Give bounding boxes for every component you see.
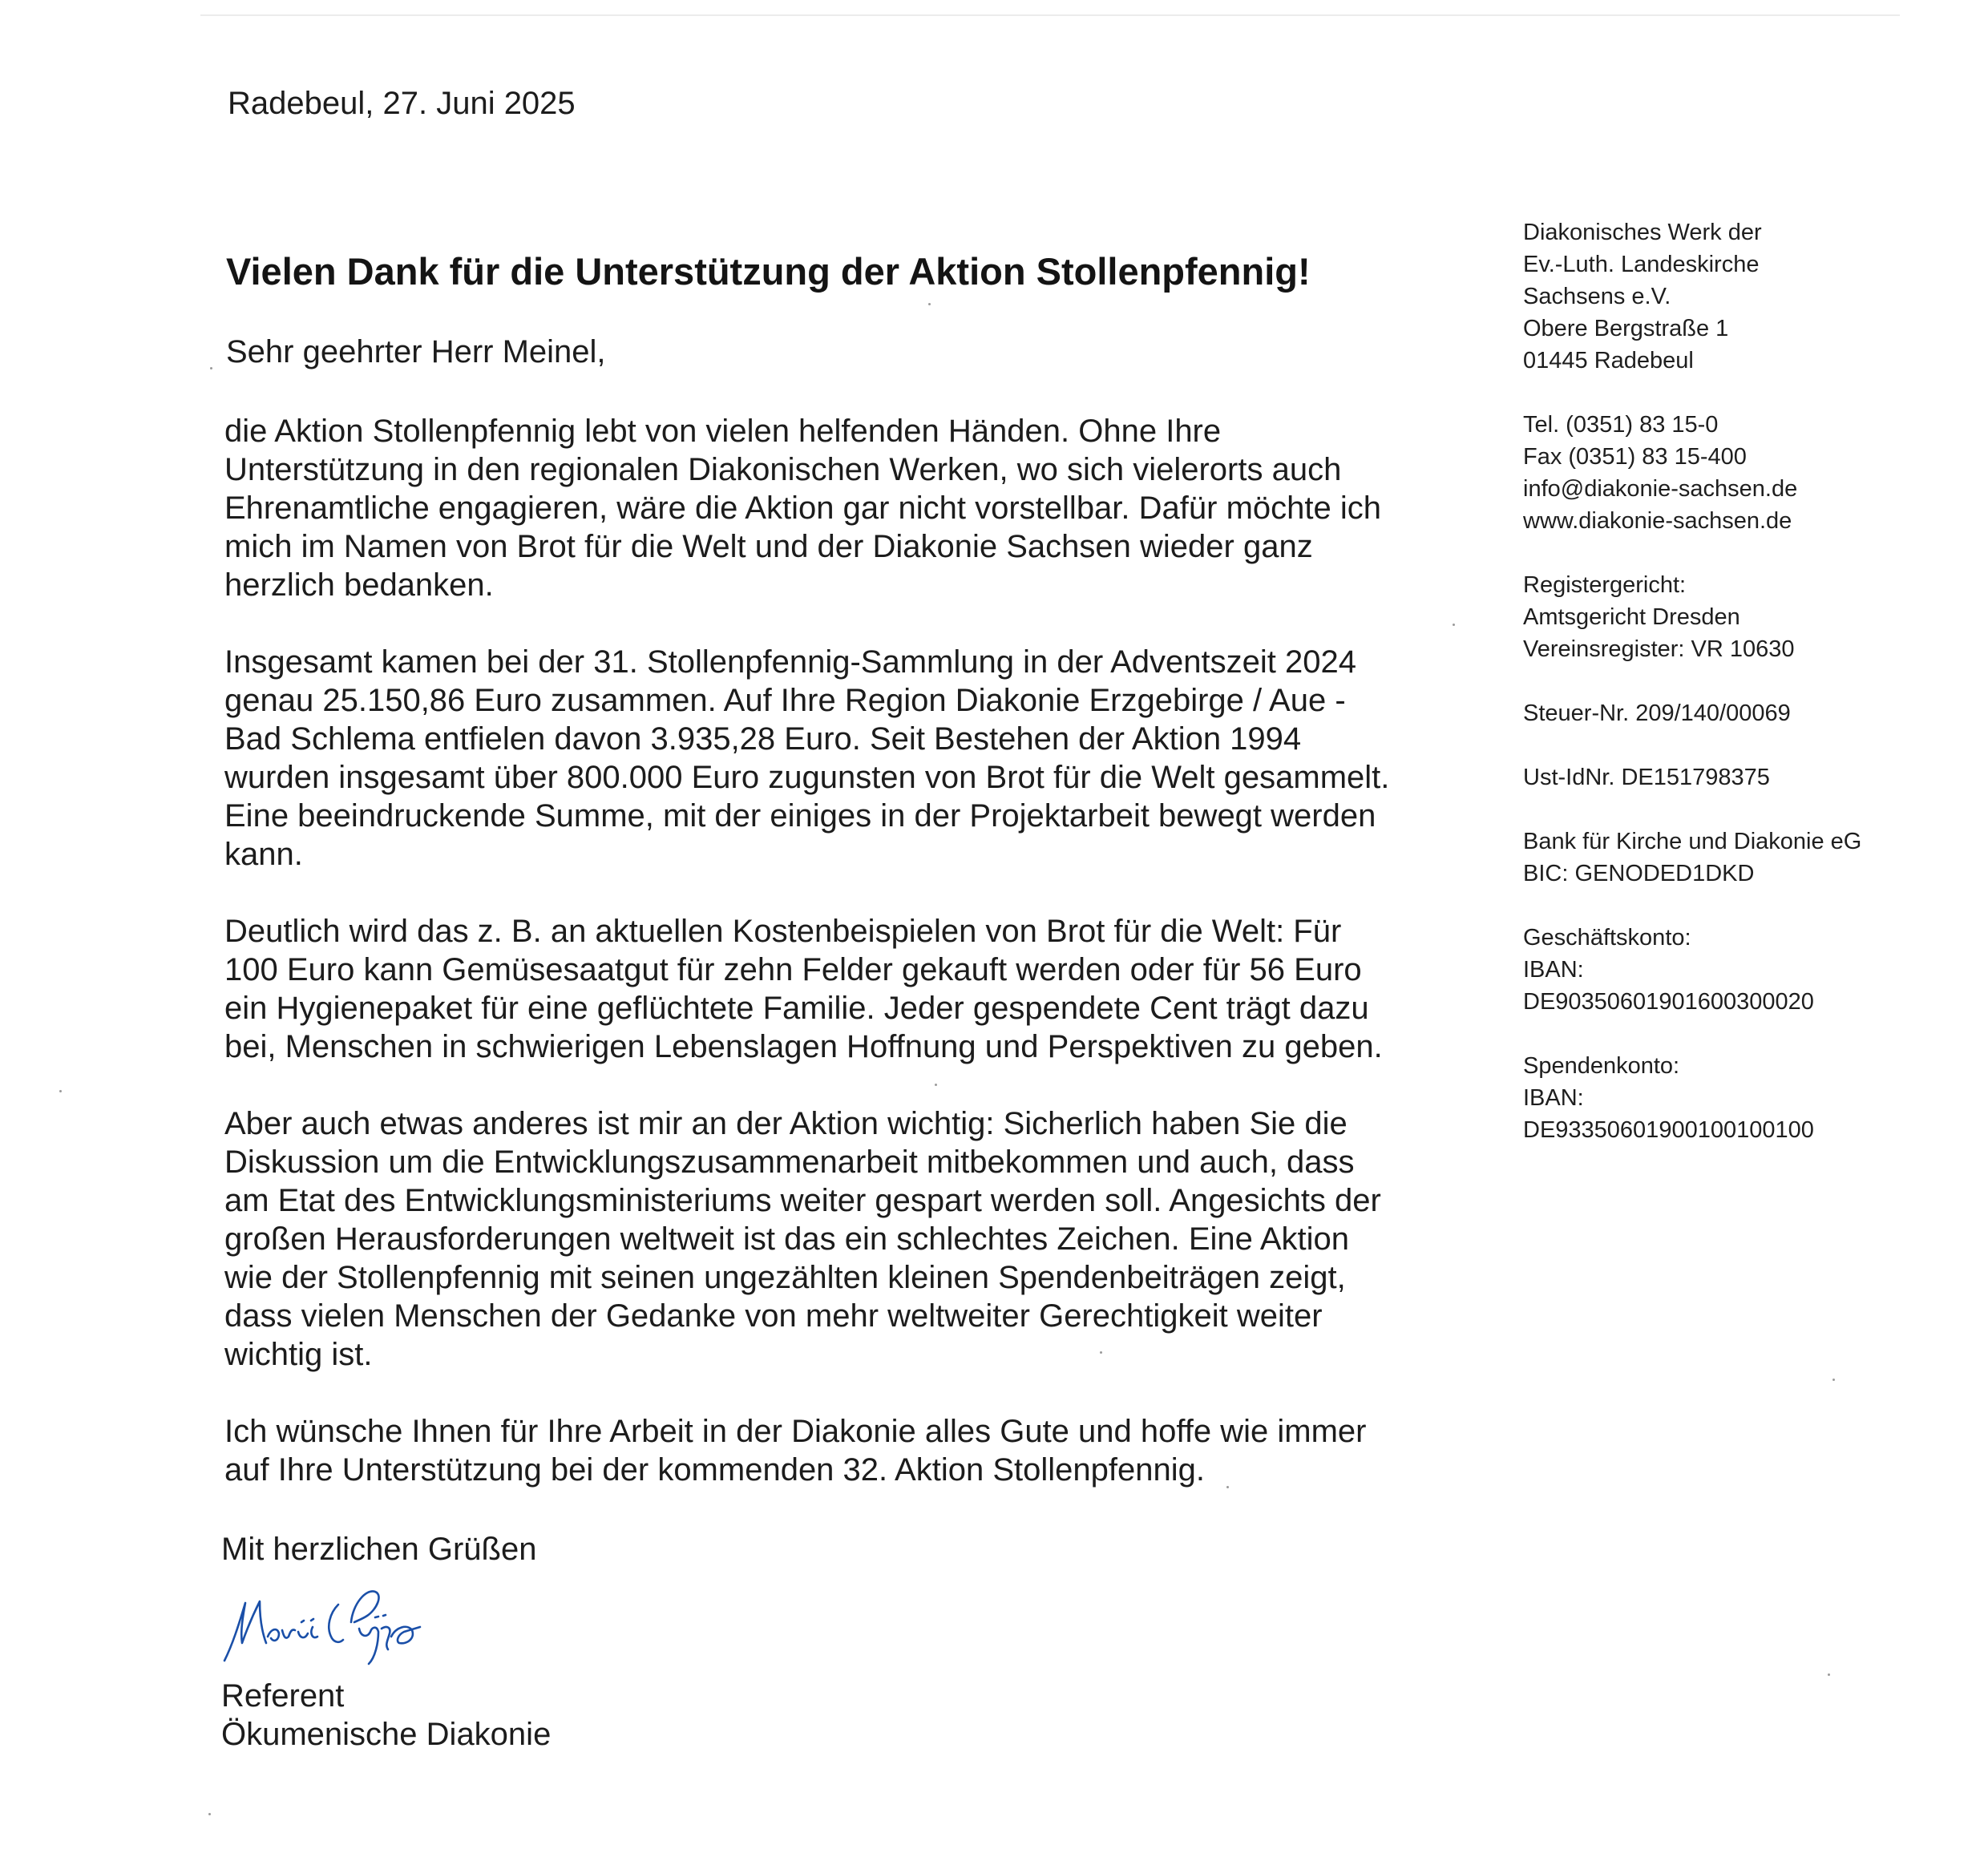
sidebar-block bbox=[1523, 1050, 1940, 1146]
sidebar-line: Geschäftskonto: bbox=[1523, 925, 1691, 951]
body-line: Bad Schlema entfielen davon 3.935,28 Euro. Seit Bestehen der Aktion 1994 bbox=[224, 721, 1302, 757]
scan-speck bbox=[1226, 1486, 1229, 1488]
sidebar-line: Diakonisches Werk der bbox=[1523, 220, 1762, 245]
sidebar-line: 01445 Radebeul bbox=[1523, 348, 1694, 373]
body-line: Insgesamt kamen bei der 31. Stollenpfennig-Sammlung in der Adventszeit 2024 bbox=[224, 644, 1356, 680]
sidebar-block bbox=[1523, 697, 1940, 729]
body-line: mich im Namen von Brot für die Welt und der Diakonie Sachsen wieder ganz bbox=[224, 529, 1313, 564]
body-line: herzlich bedanken. bbox=[224, 567, 494, 603]
sender-title: Referent bbox=[221, 1678, 345, 1714]
body-paragraph bbox=[224, 643, 1475, 874]
body-line: dass vielen Menschen der Gedanke von mehr weltweiter Gerechtigkeit weiter bbox=[224, 1298, 1323, 1334]
body-line: Eine beeindruckende Summe, mit der einiges in der Projektarbeit bewegt werden bbox=[224, 798, 1376, 834]
salutation: Sehr geehrter Herr Meinel, bbox=[226, 334, 606, 369]
handwritten-signature bbox=[218, 1581, 434, 1669]
sidebar-block bbox=[1523, 409, 1940, 537]
sidebar-line: DE93350601900100100100 bbox=[1523, 1117, 1814, 1143]
letter-body bbox=[224, 412, 1475, 1528]
body-line: die Aktion Stollenpfennig lebt von vielen helfenden Händen. Ohne Ihre bbox=[224, 414, 1222, 449]
sidebar-block bbox=[1523, 761, 1940, 793]
body-line: Ich wünsche Ihnen für Ihre Arbeit in der Diakonie alles Gute und hoffe wie immer bbox=[224, 1414, 1367, 1449]
body-line: 100 Euro kann Gemüsesaatgut für zehn Felder gekauft werden oder für 56 Euro bbox=[224, 952, 1362, 987]
sidebar-line: Spendenkonto: bbox=[1523, 1053, 1680, 1079]
sender-role bbox=[221, 1677, 551, 1754]
body-paragraph bbox=[224, 412, 1475, 604]
sidebar-line: Sachsens e.V. bbox=[1523, 284, 1671, 309]
sidebar-line: IBAN: bbox=[1523, 1085, 1584, 1111]
body-line: auf Ihre Unterstützung bei der kommenden 32. Aktion Stollenpfennig. bbox=[224, 1452, 1205, 1488]
date-line: Radebeul, 27. Juni 2025 bbox=[228, 86, 576, 121]
scan-speck bbox=[210, 367, 212, 369]
body-line: wurden insgesamt über 800.000 Euro zugunsten von Brot für die Welt gesammelt. bbox=[224, 760, 1390, 795]
body-line: am Etat des Entwicklungsministeriums weiter gespart werden soll. Angesichts der bbox=[224, 1183, 1381, 1218]
letter-title: Vielen Dank für die Unterstützung der Aktion Stollenpfennig! bbox=[226, 250, 1311, 293]
sidebar-line: Ust-IdNr. DE151798375 bbox=[1523, 765, 1770, 790]
sender-info-sidebar bbox=[1523, 216, 1940, 1178]
body-line: Aber auch etwas anderes ist mir an der Aktion wichtig: Sicherlich haben Sie die bbox=[224, 1106, 1348, 1141]
scan-speck bbox=[928, 303, 931, 305]
sidebar-line: DE90350601901600300020 bbox=[1523, 989, 1814, 1015]
sidebar-line: info@diakonie-sachsen.de bbox=[1523, 476, 1798, 502]
body-line: Diskussion um die Entwicklungszusammenarbeit mitbekommen und auch, dass bbox=[224, 1145, 1355, 1180]
body-line: ein Hygienepaket für eine geflüchtete Familie. Jeder gespendete Cent trägt dazu bbox=[224, 991, 1369, 1026]
sidebar-line: BIC: GENODED1DKD bbox=[1523, 861, 1755, 886]
scan-speck bbox=[1100, 1351, 1102, 1354]
body-paragraph bbox=[224, 1104, 1475, 1374]
sidebar-line: IBAN: bbox=[1523, 957, 1584, 983]
sender-department: Ökumenische Diakonie bbox=[221, 1717, 552, 1752]
sidebar-line: Amtsgericht Dresden bbox=[1523, 604, 1740, 630]
scan-speck bbox=[1828, 1673, 1830, 1676]
body-line: großen Herausforderungen weltweit ist das ein schlechtes Zeichen. Eine Aktion bbox=[224, 1221, 1349, 1257]
body-line: kann. bbox=[224, 837, 303, 872]
sidebar-line: Fax (0351) 83 15-400 bbox=[1523, 444, 1747, 470]
body-line: Unterstützung in den regionalen Diakonischen Werken, wo sich vielerorts auch bbox=[224, 452, 1342, 487]
sidebar-line: Bank für Kirche und Diakonie eG bbox=[1523, 829, 1862, 854]
scan-speck bbox=[1453, 624, 1455, 626]
scan-edge-line bbox=[200, 14, 1900, 16]
body-paragraph bbox=[224, 1412, 1475, 1489]
sidebar-line: Registergericht: bbox=[1523, 572, 1687, 598]
body-line: wie der Stollenpfennig mit seinen ungezählten kleinen Spendenbeiträgen zeigt, bbox=[224, 1260, 1346, 1295]
sidebar-block bbox=[1523, 922, 1940, 1018]
sidebar-line: Obere Bergstraße 1 bbox=[1523, 316, 1729, 341]
sidebar-line: Ev.-Luth. Landeskirche bbox=[1523, 252, 1760, 277]
closing: Mit herzlichen Grüßen bbox=[221, 1532, 537, 1567]
sidebar-line: Vereinsregister: VR 10630 bbox=[1523, 636, 1795, 662]
scan-speck bbox=[935, 1084, 937, 1086]
body-line: Deutlich wird das z. B. an aktuellen Kostenbeispielen von Brot für die Welt: Für bbox=[224, 914, 1342, 949]
body-line: genau 25.150,86 Euro zusammen. Auf Ihre Region Diakonie Erzgebirge / Aue - bbox=[224, 683, 1346, 718]
sidebar-line: Tel. (0351) 83 15-0 bbox=[1523, 412, 1719, 438]
scan-speck bbox=[208, 1813, 211, 1815]
scan-speck bbox=[1832, 1379, 1835, 1381]
sidebar-line: www.diakonie-sachsen.de bbox=[1523, 508, 1792, 534]
sidebar-block bbox=[1523, 216, 1940, 377]
scan-speck bbox=[59, 1090, 62, 1092]
body-line: wichtig ist. bbox=[224, 1337, 373, 1372]
body-paragraph bbox=[224, 912, 1475, 1066]
body-line: bei, Menschen in schwierigen Lebenslagen Hoffnung und Perspektiven zu geben. bbox=[224, 1029, 1383, 1064]
sidebar-block bbox=[1523, 569, 1940, 665]
body-line: Ehrenamtliche engagieren, wäre die Aktion gar nicht vorstellbar. Dafür möchte ich bbox=[224, 491, 1381, 526]
sidebar-block bbox=[1523, 826, 1940, 890]
sidebar-line: Steuer-Nr. 209/140/00069 bbox=[1523, 700, 1791, 726]
